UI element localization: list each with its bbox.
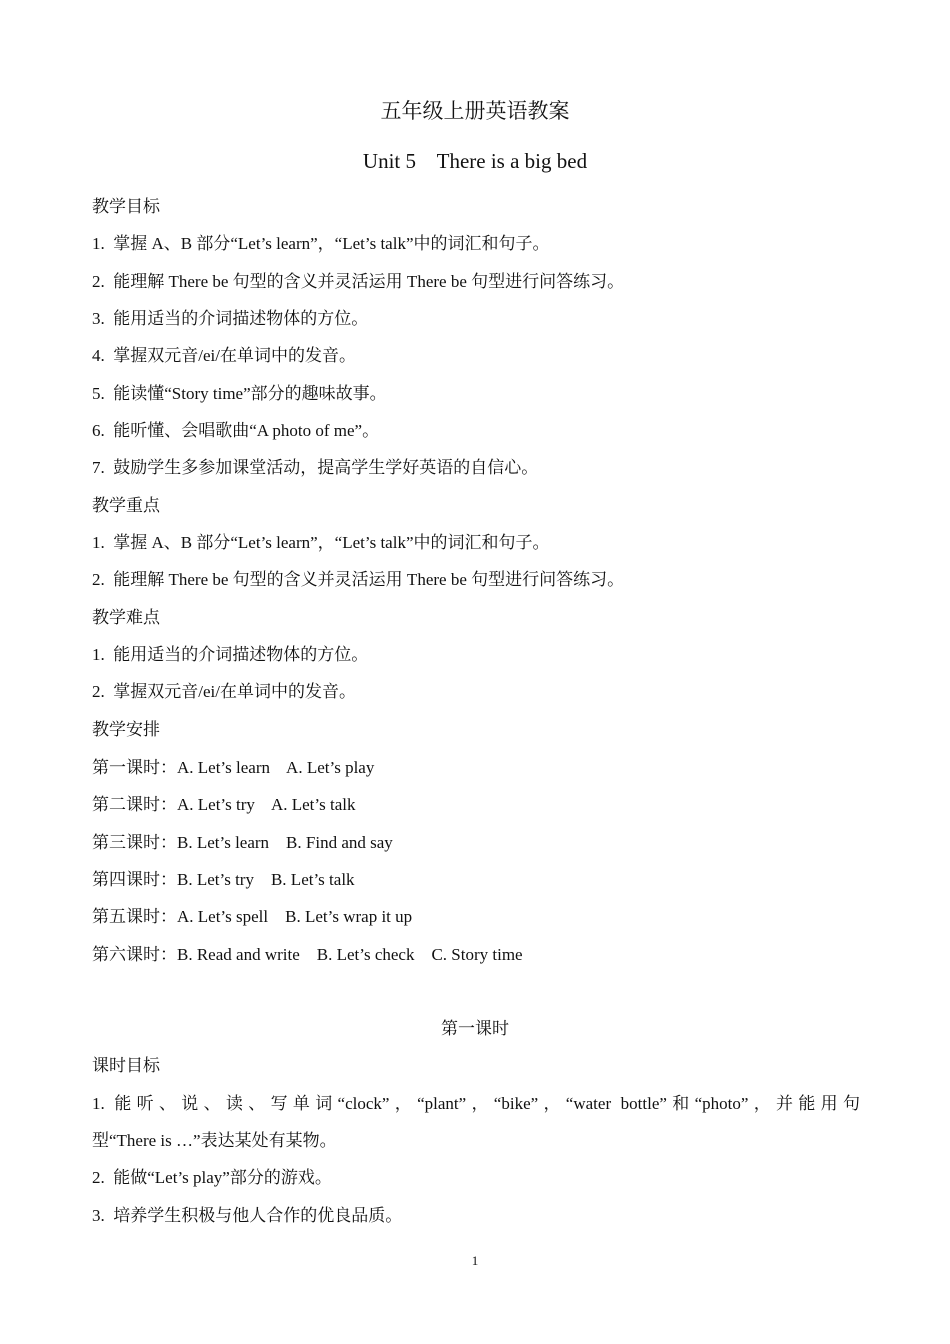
- objective-item: 1. 掌握 A、B 部分“Let’s learn”，“Let’s talk”中的词汇和句子。: [92, 234, 550, 253]
- objective-item: 2. 能理解 There be 句型的含义并灵活运用 There be 句型进行问答练习。: [92, 272, 625, 291]
- objective-item: 6. 能听懂、会唱歌曲“A photo of me”。: [92, 421, 380, 440]
- lesson-objective-item-line: 1. 能听、说、读、写单词“clock”，“plant”，“bike”，“water bottle”和“photo”，并能用句: [92, 1094, 860, 1113]
- key-point-item: 1. 掌握 A、B 部分“Let’s learn”，“Let’s talk”中的词汇和句子。: [92, 533, 550, 552]
- lesson-objective-item-line: 型“There is …”表达某处有某物。: [92, 1131, 337, 1150]
- lesson-objective-item: 2. 能做“Let’s play”部分的游戏。: [92, 1168, 332, 1187]
- difficulties-heading: 教学难点: [92, 608, 160, 627]
- schedule-item: 第二课时：A. Let’s try A. Let’s talk: [92, 795, 356, 814]
- page-number: 1: [471, 1253, 479, 1268]
- document-title: 五年级上册英语教案: [380, 99, 570, 123]
- lesson-objectives-heading: 课时目标: [92, 1056, 160, 1075]
- schedule-item: 第一课时：A. Let’s learn A. Let’s play: [92, 758, 375, 777]
- schedule-item: 第三课时：B. Let’s learn B. Find and say: [92, 833, 393, 852]
- key-point-item: 2. 能理解 There be 句型的含义并灵活运用 There be 句型进行问答练习。: [92, 570, 625, 589]
- lesson-objective-item: 3. 培养学生积极与他人合作的优良品质。: [92, 1206, 403, 1225]
- key-points-heading: 教学重点: [92, 496, 160, 515]
- schedule-item: 第六课时：B. Read and write B. Let’s check C. Story time: [92, 945, 523, 964]
- objective-item: 3. 能用适当的介词描述物体的方位。: [92, 309, 369, 328]
- schedule-item: 第四课时：B. Let’s try B. Let’s talk: [92, 870, 355, 889]
- lesson-one-heading: 第一课时: [441, 1019, 509, 1038]
- difficulty-item: 1. 能用适当的介词描述物体的方位。: [92, 645, 369, 664]
- objective-item: 5. 能读懂“Story time”部分的趣味故事。: [92, 384, 387, 403]
- objective-item: 7. 鼓励学生多参加课堂活动，提高学生学好英语的自信心。: [92, 458, 539, 477]
- difficulty-item: 2. 掌握双元音/ei/在单词中的发音。: [92, 682, 356, 701]
- schedule-heading: 教学安排: [92, 720, 160, 739]
- objectives-heading: 教学目标: [92, 197, 160, 216]
- schedule-item: 第五课时：A. Let’s spell B. Let’s wrap it up: [92, 907, 413, 926]
- objective-item: 4. 掌握双元音/ei/在单词中的发音。: [92, 346, 356, 365]
- unit-title: Unit 5 There is a big bed: [362, 149, 588, 173]
